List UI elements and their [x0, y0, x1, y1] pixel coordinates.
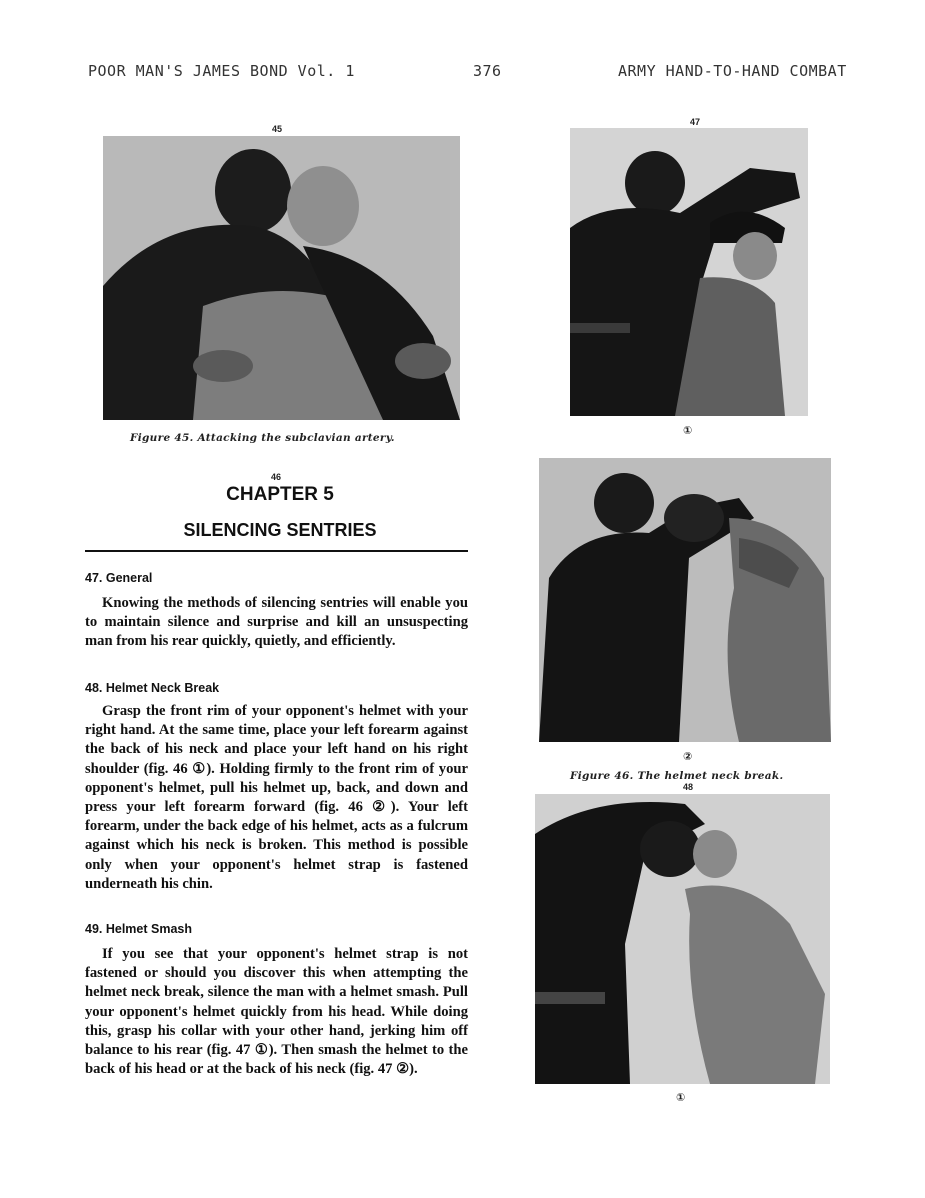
- section-48-heading: 48. Helmet Neck Break: [85, 681, 220, 695]
- header-book-title: POOR MAN'S JAMES BOND Vol. 1: [88, 62, 355, 80]
- figure-45-caption: Figure 45. Attacking the subclavian artery.: [130, 432, 395, 444]
- section-49-text: If you see that your opponent's helmet strap is not fastened or should you discover this when attempting the helmet neck break, silence the man with a helmet smash. Pull your opponent's helmet quickly from his head. While doing this, grasp his collar with your other hand, jerking him off balance to his rear (fig. 47 ①). Then smash the helmet to the back of his head or at the back of his neck (fig. 47 ②).: [85, 946, 468, 1078]
- figure-45-photo: [103, 136, 460, 420]
- chapter-rule: [85, 550, 468, 552]
- section-47-text: Knowing the methods of silencing sentries will enable you to maintain silence and surprise and kill an unsuspecting man from his rear quickly, quietly, and efficiently.: [85, 595, 468, 650]
- figure-47-number: 47: [690, 117, 701, 127]
- section-48-text: Grasp the front rim of your opponent's helmet with your right hand. At the same time, place your left forearm against the back of his neck and place your left hand on his right shoulder (fig. 46 ①). Holding firmly to the front rim of your opponent's helmet, pull his helmet up, back, and down and press your left forearm forward (fig. 46 ②). Your left forearm, under the back edge of his helmet, acts as a fulcrum against which his neck is broken. This method is possible only when your opponent's helmet strap is fastened underneath his chin.: [85, 703, 468, 892]
- header-page-number: 376: [473, 62, 502, 80]
- figure-46-caption: Figure 46. The helmet neck break.: [570, 770, 784, 782]
- figure-45-number: 45: [272, 124, 283, 134]
- chapter-subtitle: SILENCING SENTRIES: [183, 520, 377, 540]
- figure-47-photo: [570, 128, 808, 416]
- section-47-heading: 47. General: [85, 571, 153, 585]
- figure-47-part-mark: ①: [683, 424, 693, 437]
- figure-48-part-mark: ①: [676, 1091, 686, 1104]
- figure-48-number: 48: [683, 782, 694, 792]
- section-49-heading: 49. Helmet Smash: [85, 922, 192, 936]
- figure-46-number: 46: [271, 472, 282, 482]
- figure-46-photo: [539, 458, 831, 742]
- figure-46-part-mark: ②: [683, 750, 693, 763]
- chapter-title: CHAPTER 5: [226, 484, 334, 505]
- header-section-title: ARMY HAND-TO-HAND COMBAT: [618, 62, 847, 80]
- figure-48-photo: [535, 794, 830, 1084]
